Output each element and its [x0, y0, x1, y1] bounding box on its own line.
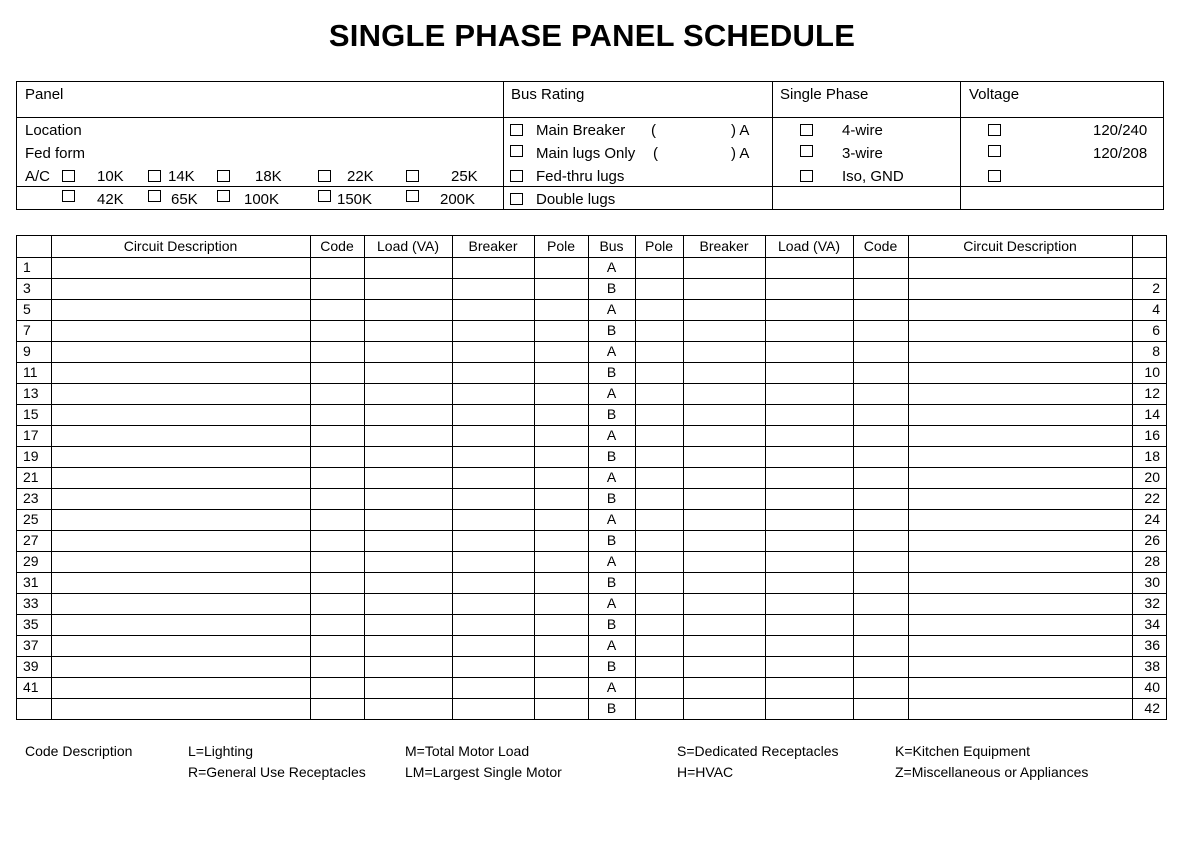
ac-150k-checkbox[interactable] [318, 190, 331, 202]
bus-phase: B [606, 364, 617, 380]
column-header: Load (VA) [377, 238, 439, 254]
bus-phase: B [606, 406, 617, 422]
right-circuit-number: 6 [1152, 322, 1160, 338]
table-row [16, 614, 1166, 635]
left-circuit-number: 19 [23, 448, 39, 464]
column-header: Breaker [699, 238, 749, 254]
wire4-checkbox[interactable] [800, 124, 813, 136]
iso-gnd-label: Iso, GND [842, 168, 904, 185]
legend-lighting: L=Lighting [188, 743, 254, 759]
left-circuit-number: 39 [23, 658, 39, 674]
table-row [16, 551, 1166, 572]
left-circuit-number: 25 [23, 511, 39, 527]
right-circuit-number: 36 [1144, 637, 1160, 653]
main-lugs-amp: ) A [731, 145, 750, 162]
right-circuit-number: 42 [1144, 700, 1160, 716]
column-header: Code [320, 238, 354, 254]
bus-phase: B [606, 280, 617, 296]
iso-gnd-checkbox[interactable] [800, 170, 813, 182]
table-row [16, 656, 1166, 677]
legend-label: Code Description [25, 743, 133, 759]
right-circuit-number: 12 [1144, 385, 1160, 401]
bus-phase: A [606, 385, 617, 401]
left-circuit-number: 29 [23, 553, 39, 569]
right-circuit-number: 18 [1144, 448, 1160, 464]
ac-14k-checkbox[interactable] [148, 170, 161, 182]
main-lugs-label: Main lugs Only [536, 145, 636, 162]
main-breaker-paren: ( [651, 122, 656, 139]
bus-phase: B [606, 574, 617, 590]
right-circuit-number: 38 [1144, 658, 1160, 674]
ac-18k-checkbox[interactable] [217, 170, 230, 182]
double-lugs-label: Double lugs [536, 191, 616, 208]
column-header: Bus [599, 238, 624, 254]
table-row [16, 341, 1166, 362]
wire4-label: 4-wire [842, 122, 883, 139]
single-phase-label: Single Phase [780, 86, 869, 103]
column-header: Circuit Description [123, 238, 238, 254]
location-label: Location [25, 122, 82, 139]
right-circuit-number: 32 [1144, 595, 1160, 611]
legend-kitchen: K=Kitchen Equipment [895, 743, 1031, 759]
table-row [16, 278, 1166, 299]
left-circuit-number: 35 [23, 616, 39, 632]
right-circuit-number: 2 [1152, 280, 1160, 296]
fed-thru-checkbox[interactable] [510, 170, 523, 182]
legend-receptacles: R=General Use Receptacles [188, 764, 366, 780]
fed-thru-label: Fed-thru lugs [536, 168, 625, 185]
table-row [16, 635, 1166, 656]
bus-rating-label: Bus Rating [511, 86, 585, 103]
right-circuit-number: 4 [1152, 301, 1160, 317]
legend-motor-load: M=Total Motor Load [405, 743, 530, 759]
bus-phase: B [606, 448, 617, 464]
bus-phase: A [606, 469, 617, 485]
legend-hvac: H=HVAC [677, 764, 734, 780]
main-lugs-paren: ( [653, 145, 658, 162]
right-circuit-number: 20 [1144, 469, 1160, 485]
right-circuit-number: 28 [1144, 553, 1160, 569]
voltage-label: Voltage [969, 86, 1020, 103]
ac-100k-label: 100K [244, 191, 280, 208]
column-header: Circuit Description [963, 238, 1077, 254]
ac-25k-label: 25K [451, 168, 478, 185]
left-circuit-number: 11 [23, 364, 38, 380]
table-row [16, 299, 1166, 320]
bus-phase: A [606, 301, 617, 317]
ac-65k-label: 65K [171, 191, 198, 208]
bus-phase: B [606, 532, 617, 548]
ac-22k-checkbox[interactable] [318, 170, 331, 182]
table-row [16, 467, 1166, 488]
ac-42k-label: 42K [97, 191, 124, 208]
table-row [16, 698, 1166, 719]
table-row [16, 677, 1166, 698]
v2-label: 120/208 [1093, 145, 1148, 162]
right-circuit-number: 40 [1144, 679, 1160, 695]
legend-dedicated: S=Dedicated Receptacles [677, 743, 839, 759]
left-circuit-number: 13 [23, 385, 39, 401]
right-circuit-number: 30 [1144, 574, 1160, 590]
main-breaker-checkbox[interactable] [510, 124, 523, 136]
column-header: Pole [644, 238, 674, 254]
right-circuit-number: 24 [1144, 511, 1160, 527]
v3-checkbox[interactable] [988, 170, 1001, 182]
ac-100k-checkbox[interactable] [217, 190, 230, 202]
left-circuit-number: 21 [23, 469, 39, 485]
ac-150k-label: 150K [337, 191, 373, 208]
table-row [16, 593, 1166, 614]
wire3-label: 3-wire [842, 145, 883, 162]
main-breaker-label: Main Breaker [536, 122, 626, 139]
left-circuit-number: 3 [23, 280, 31, 296]
ac-18k-label: 18K [255, 168, 282, 185]
fed-form-label: Fed form [25, 145, 86, 162]
main-breaker-amp: ) A [731, 122, 750, 139]
panel-label: Panel [25, 86, 64, 103]
bus-phase: B [606, 490, 617, 506]
left-circuit-number: 15 [23, 406, 39, 422]
left-circuit-number: 27 [23, 532, 39, 548]
v1-label: 120/240 [1093, 122, 1148, 139]
bus-phase: A [606, 595, 617, 611]
ac-10k-label: 10K [97, 168, 124, 185]
table-row [16, 509, 1166, 530]
right-circuit-number: 34 [1144, 616, 1160, 632]
bus-phase: A [606, 553, 617, 569]
bus-phase: A [606, 259, 617, 275]
v1-checkbox[interactable] [988, 124, 1001, 136]
ac-22k-label: 22K [347, 168, 374, 185]
ac-42k-checkbox[interactable] [62, 190, 75, 202]
ac-label: A/C [25, 168, 51, 185]
right-circuit-number: 8 [1152, 343, 1160, 359]
table-row [16, 446, 1166, 467]
main-lugs-checkbox[interactable] [510, 145, 523, 157]
table-row [16, 383, 1166, 404]
table-row [16, 404, 1166, 425]
table-row [16, 320, 1166, 341]
column-header: Pole [546, 238, 576, 254]
left-circuit-number: 37 [23, 637, 39, 653]
left-circuit-number: 17 [23, 427, 39, 443]
legend-misc: Z=Miscellaneous or Appliances [895, 764, 1089, 780]
table-row [16, 362, 1166, 383]
column-header: Load (VA) [778, 238, 840, 254]
ac-200k-checkbox[interactable] [406, 190, 419, 202]
double-lugs-checkbox[interactable] [510, 193, 523, 205]
table-row [16, 425, 1166, 446]
ac-25k-checkbox[interactable] [406, 170, 419, 182]
column-header: Breaker [468, 238, 518, 254]
ac-14k-label: 14K [168, 168, 195, 185]
v2-checkbox[interactable] [988, 145, 1001, 157]
left-circuit-number: 33 [23, 595, 39, 611]
table-row [16, 572, 1166, 593]
left-circuit-number: 7 [23, 322, 31, 338]
bus-phase: B [606, 616, 617, 632]
wire3-checkbox[interactable] [800, 145, 813, 157]
column-header: Code [863, 238, 898, 254]
bus-phase: B [606, 700, 617, 716]
ac-10k-checkbox[interactable] [62, 170, 75, 182]
left-circuit-number: 9 [23, 343, 31, 359]
ac-65k-checkbox[interactable] [148, 190, 161, 202]
right-circuit-number: 22 [1144, 490, 1160, 506]
left-circuit-number: 5 [23, 301, 31, 317]
bus-phase: B [606, 658, 617, 674]
ac-200k-label: 200K [440, 191, 476, 208]
legend-largest-motor: LM=Largest Single Motor [405, 764, 562, 780]
bus-phase: A [606, 511, 617, 527]
bus-phase: A [606, 637, 617, 653]
page-title: SINGLE PHASE PANEL SCHEDULE [328, 18, 856, 53]
table-row [16, 488, 1166, 509]
table-row [16, 257, 1166, 278]
table-row [16, 530, 1166, 551]
left-circuit-number: 1 [23, 259, 31, 275]
bus-phase: A [606, 679, 617, 695]
right-circuit-number: 26 [1144, 532, 1160, 548]
right-circuit-number: 14 [1144, 406, 1160, 422]
bus-phase: A [606, 427, 617, 443]
bus-phase: B [606, 322, 617, 338]
right-circuit-number: 10 [1144, 364, 1160, 380]
left-circuit-number: 31 [23, 574, 39, 590]
left-circuit-number: 41 [23, 679, 39, 695]
bus-phase: A [606, 343, 617, 359]
right-circuit-number: 16 [1144, 427, 1160, 443]
left-circuit-number: 23 [23, 490, 39, 506]
